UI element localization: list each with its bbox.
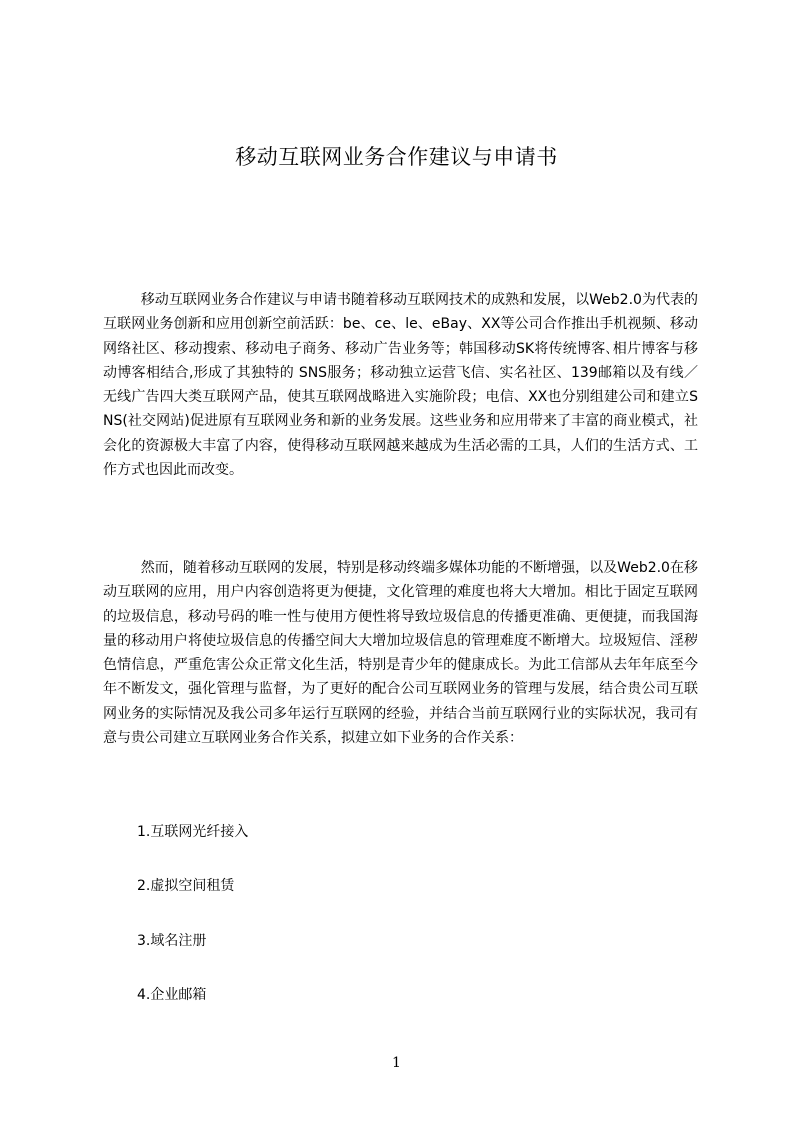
list-item-domain-registration: 3.域名注册 — [137, 933, 207, 949]
page-number: 1 — [392, 1055, 401, 1071]
list-item-enterprise-email: 4.企业邮箱 — [137, 987, 207, 1003]
paragraph-intro: 移动互联网业务合作建议与申请书随着移动互联网技术的成熟和发展，以Web2.0为代表的互联网业务创新和应用创新空前活跃：be、ce、le、eBay、XX等公司合作推出手机视频、移动网络社区、移动搜索、移动电子商务、移动广告业务等；韩国移动SK将传统博客､相片博客与移动博客相结合,形成了其独特的 SNS服务；移动独立运营飞信、实名社区、139邮箱以及有线／无线广告四大类互联网产品，使其互联网战略进入实施阶段；电信、XX也分别组建公司和建立SNS(社交网站)促进原有互联网业务和新的业务发展。这些业务和应用带来了丰富的商业模式，社会化的资源极大丰富了内容，使得移动互联网越来越成为生活必需的工具，人们的生活方式、工作方式也因此而改变。 — [103, 292, 698, 479]
paragraph-challenges: 然而，随着移动互联网的发展，特别是移动终端多媒体功能的不断增强，以及Web2.0在移动互联网的应用，用户内容创造将更为便捷，文化管理的难度也将大大增加。相比于固定互联网的垃圾信息，移动号码的唯一性与使用方便性将导致垃圾信息的传播更准确、更便捷，而我国海量的移动用户将使垃圾信息的传播空间大大增加垃圾信息的管理难度不断增大。垃圾短信、淫秽色情信息，严重危害公众正常文化生活，特别是青少年的健康成长。为此工信部从去年年底至今年不断发文，强化管理与监督，为了更好的配合公司互联网业务的管理与发展，结合贵公司互联网业务的实际情况及我公司多年运行互联网的经验，并结合当前互联网行业的实际状况，我司有意与贵公司建立互联网业务合作关系，拟建立如下业务的合作关系： — [103, 560, 698, 747]
document-title: 移动互联网业务合作建议与申请书 — [235, 145, 558, 169]
list-item-virtual-hosting: 2.虚拟空间租赁 — [137, 878, 235, 894]
list-item-fiber-access: 1.互联网光纤接入 — [137, 824, 249, 840]
